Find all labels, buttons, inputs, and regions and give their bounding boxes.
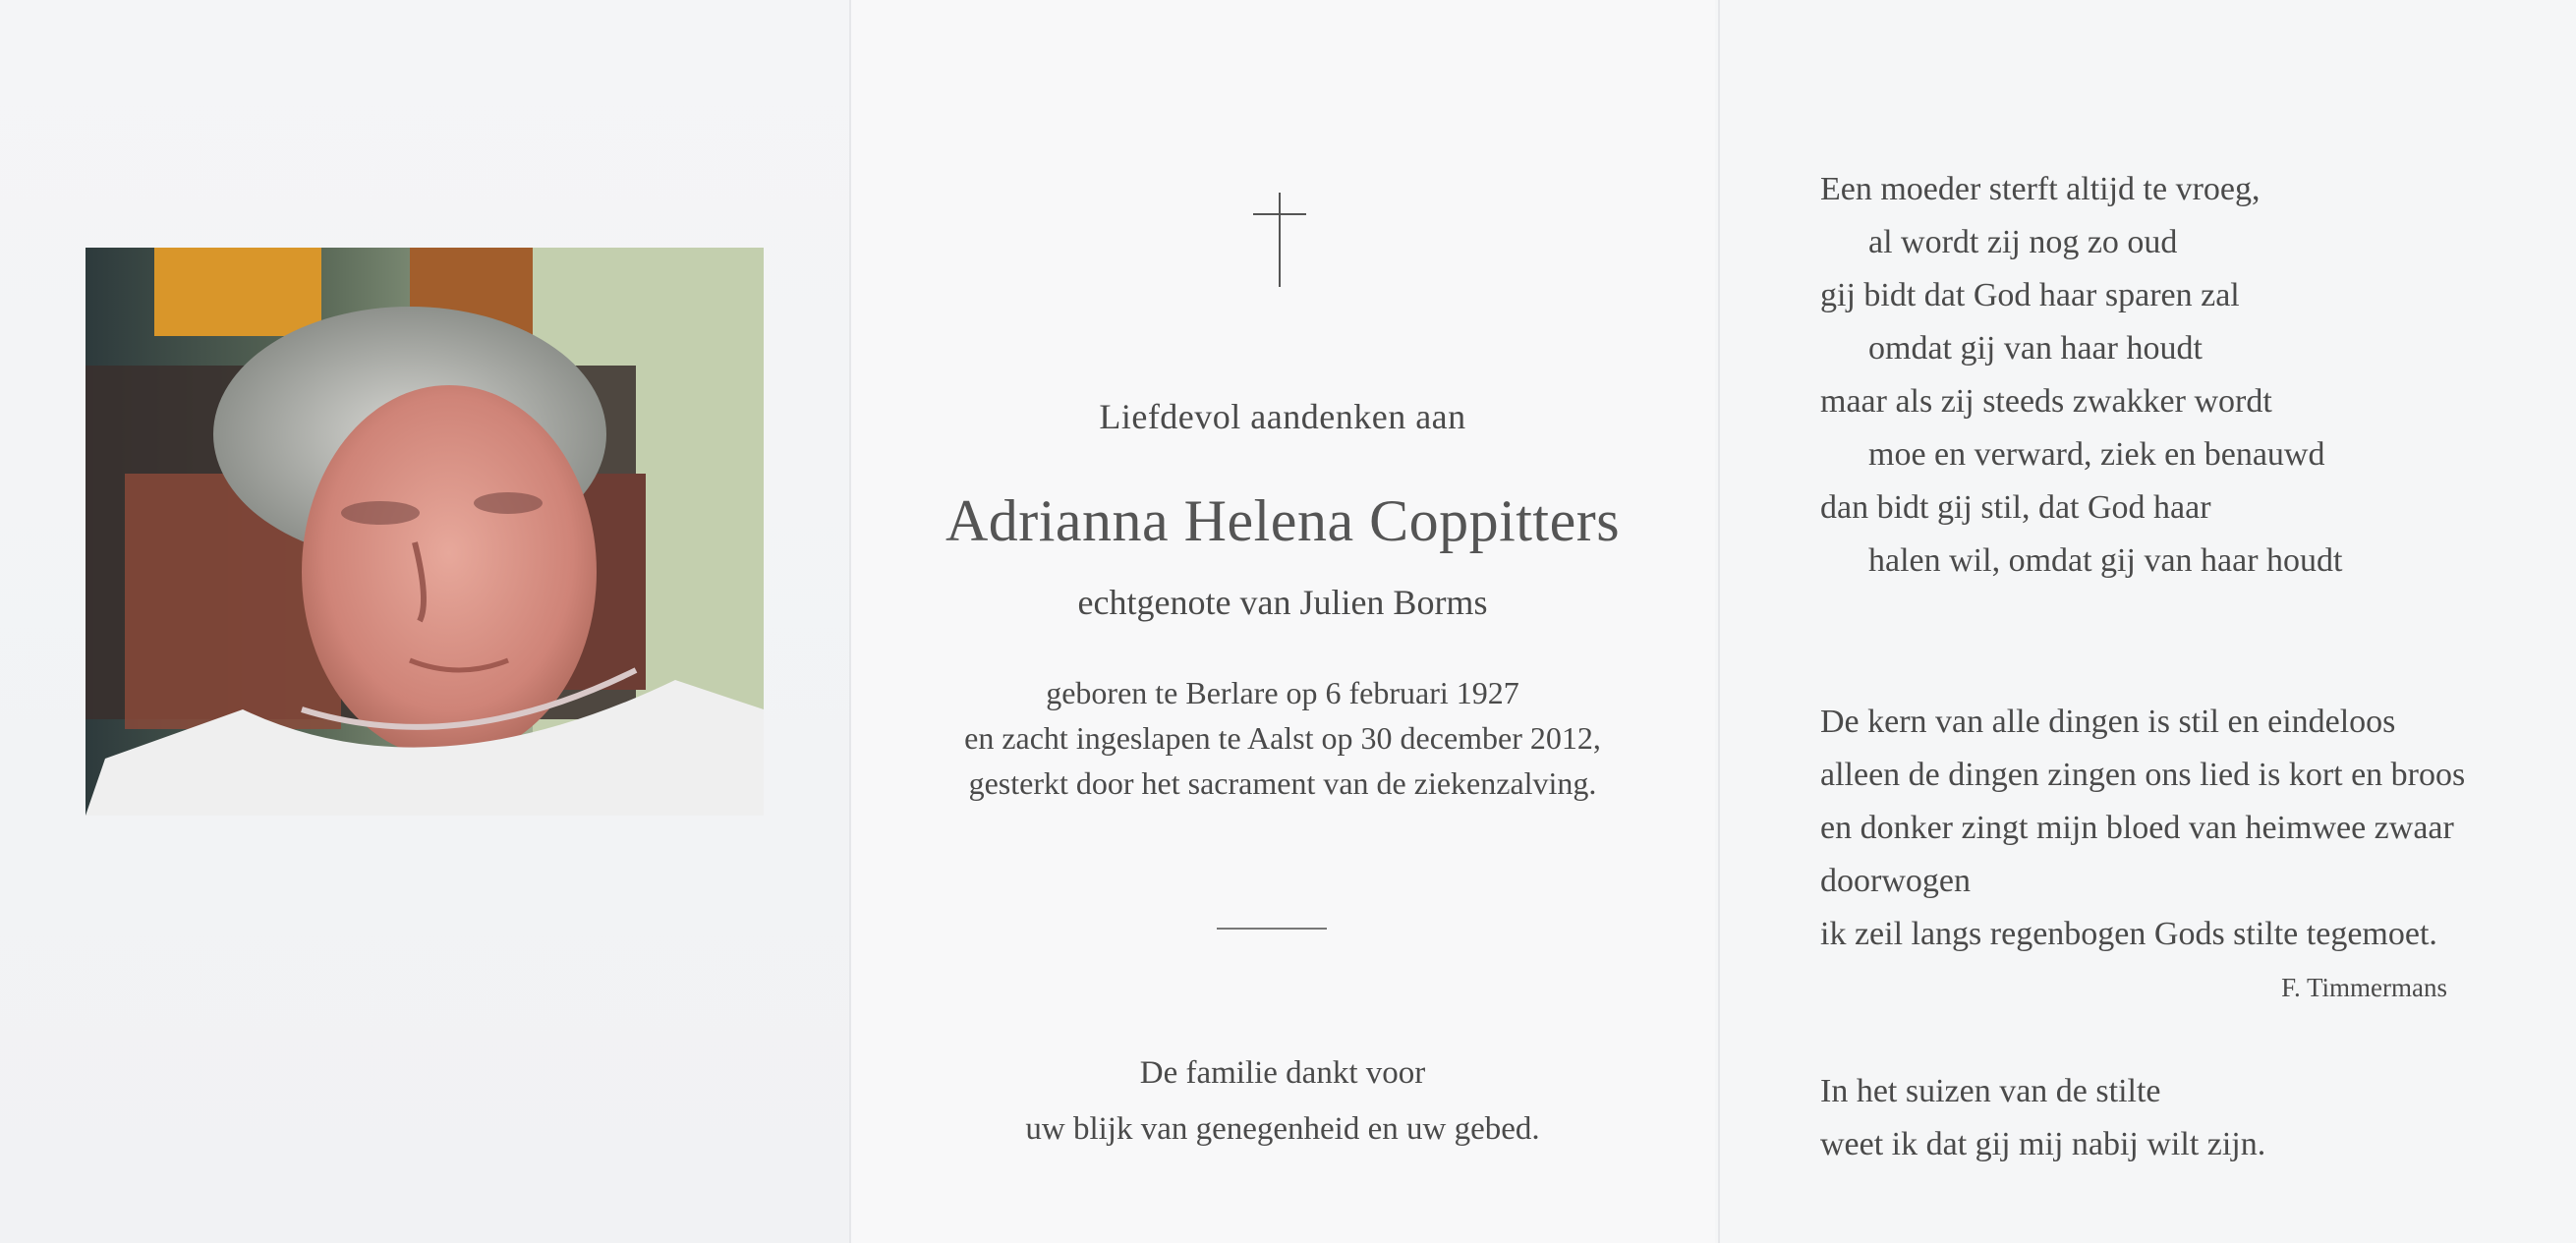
poem-line: moe en verward, ziek en benauwd xyxy=(1868,436,2325,473)
poem-line: dan bidt gij stil, dat God haar xyxy=(1820,489,2211,526)
birth-line: geboren te Berlare op 6 februari 1927 xyxy=(1046,675,1519,710)
memorial-intro: Liefdevol aandenken aan xyxy=(1099,397,1466,436)
death-line: en zacht ingeslapen te Aalst op 30 december 2012, xyxy=(964,720,1601,756)
poem-line: ik zeil langs regenbogen Gods stilte tegemoet. xyxy=(1820,916,2437,952)
poem-line: doorwogen xyxy=(1820,863,1971,899)
poem-silence xyxy=(1820,1065,2265,1171)
poem-timmermans xyxy=(1820,696,2465,961)
sacrament-line: gesterkt door het sacrament van de ziekenzalving. xyxy=(968,765,1597,801)
poem-line: al wordt zij nog zo oud xyxy=(1868,224,2178,260)
fold-line-right xyxy=(1718,0,1720,1243)
birth-death-details xyxy=(850,670,1715,806)
poem-line: Een moeder sterft altijd te vroeg, xyxy=(1820,171,2261,207)
poem-line: De kern van alle dingen is stil en eindeloos xyxy=(1820,704,2396,740)
poem-mother xyxy=(1820,163,2343,588)
poem-line: maar als zij steeds zwakker wordt xyxy=(1820,383,2272,420)
deceased-name: Adrianna Helena Coppitters xyxy=(945,488,1621,553)
family-thanks xyxy=(850,1045,1715,1158)
poem-line: weet ik dat gij mij nabij wilt zijn. xyxy=(1820,1126,2266,1162)
thanks-line: De familie dankt voor xyxy=(1139,1055,1426,1091)
divider-line xyxy=(1217,928,1327,930)
cross-icon xyxy=(1253,193,1306,287)
thanks-line: uw blijk van genegenheid en uw gebed. xyxy=(1025,1111,1540,1147)
poem-line: halen wil, omdat gij van haar houdt xyxy=(1868,542,2343,579)
poem-line: omdat gij van haar houdt xyxy=(1868,330,2203,367)
poem-line: In het suizen van de stilte xyxy=(1820,1073,2161,1109)
poem-line: alleen de dingen zingen ons lied is kort en broos xyxy=(1820,757,2466,793)
poem-author: F. Timmermans xyxy=(2281,973,2447,1002)
poem-line: en donker zingt mijn bloed van heimwee zwaar xyxy=(1820,810,2454,846)
spouse-line: echtgenote van Julien Borms xyxy=(1077,583,1488,622)
poem-line: gij bidt dat God haar sparen zal xyxy=(1820,277,2240,313)
portrait-photo xyxy=(86,248,764,816)
